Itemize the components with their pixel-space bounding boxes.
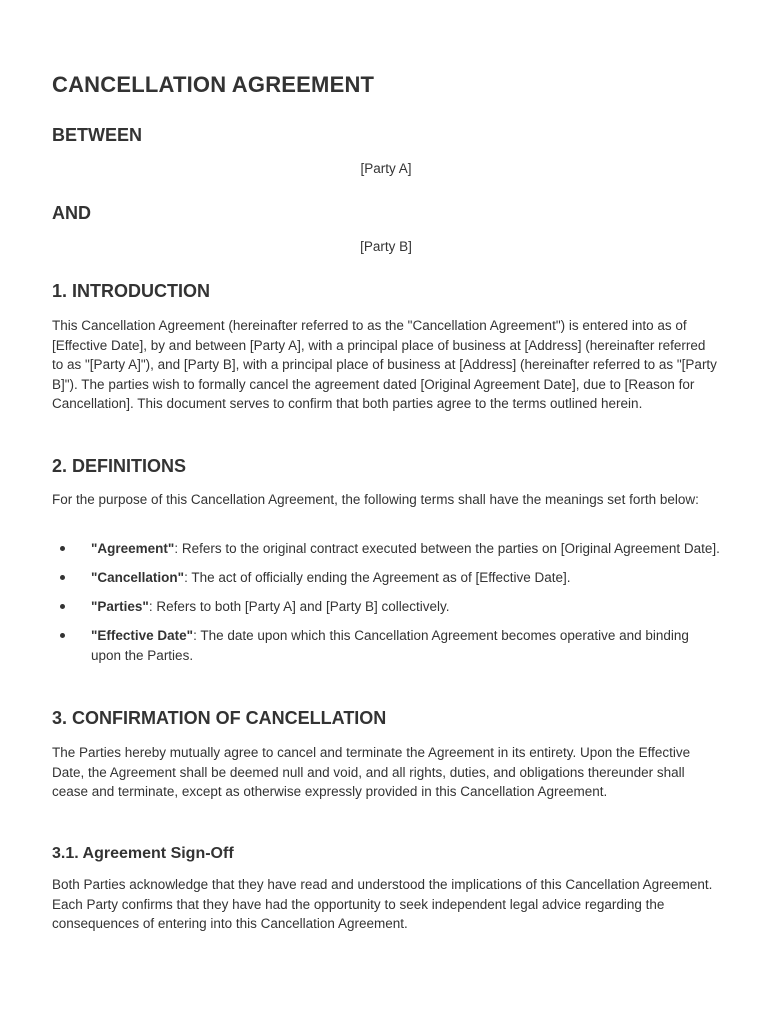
section-sign-off-heading: 3.1. Agreement Sign-Off [52,845,234,862]
between-heading: BETWEEN [52,125,142,145]
bullet-icon [60,633,65,638]
bullet-icon [60,604,65,609]
definition-term: "Effective Date" [91,628,194,643]
section-confirmation-heading: 3. CONFIRMATION OF CANCELLATION [52,708,387,728]
party-a-placeholder: [Party A] [360,161,412,176]
list-item [52,597,720,617]
definition-term: "Parties" [91,599,149,614]
bullet-icon [60,546,65,551]
definition-text: : The act of officially ending the Agreement as of [Effective Date]. [184,570,571,585]
definition-term: "Agreement" [91,541,175,556]
party-b-placeholder: [Party B] [360,239,412,254]
document-title: CANCELLATION AGREEMENT [52,72,375,97]
section-definitions-intro: For the purpose of this Cancellation Agreement, the following terms shall have the meanings set forth below: [52,492,699,507]
list-item [52,568,720,588]
section-definitions-heading: 2. DEFINITIONS [52,456,187,476]
list-item [52,626,720,665]
section-sign-off-body: Both Parties acknowledge that they have read and understood the implications of this Cancellation Agreement. Each Party confirms that they have had the opportunity to seek independent legal advice regarding the consequences of entering into this Cancellation Agreement. [52,877,713,931]
definition-term: "Cancellation" [91,570,185,585]
and-heading: AND [52,203,91,223]
section-introduction-heading: 1. INTRODUCTION [52,281,211,301]
definition-text: : Refers to the original contract executed between the parties on [Original Agreement Date]. [174,541,720,556]
definition-text: : The date upon which this Cancellation Agreement becomes operative and binding upon the Parties. [91,628,689,663]
bullet-icon [60,575,65,580]
section-introduction-body: This Cancellation Agreement (hereinafter referred to as the "Cancellation Agreement") is entered into as of [Effective Date], by and between [Party A], with a principal place of business at [Address] (hereinafter referred to as "[Party A]"), and [Party B], with a principal place of business at [Address] (hereinafter referred to as "[Party B]"). The parties wish to formally cancel the agreement dated [Original Agreement Date], due to [Reason for Cancellation]. This document serves to confirm that both parties agree to the terms outlined herein. [52,318,717,411]
definitions-list [52,539,720,675]
list-item [52,539,720,559]
section-confirmation-body: The Parties hereby mutually agree to cancel and terminate the Agreement in its entirety. Upon the Effective Date, the Agreement shall be deemed null and void, and all rights, duties, and obligations thereunder shall cease and terminate, except as otherwise expressly provided in this Cancellation Agreement. [52,745,691,799]
definition-text: : Refers to both [Party A] and [Party B] collectively. [148,599,450,614]
